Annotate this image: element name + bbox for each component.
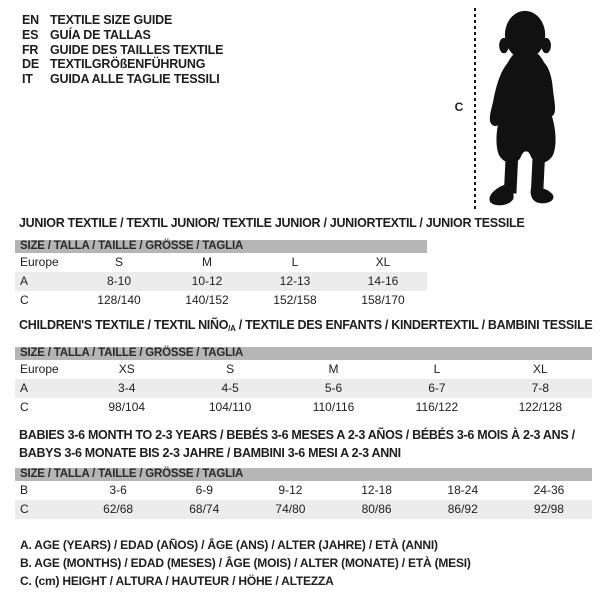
children-heading-post: / TEXTILE DES ENFANTS / KINDERTEXTIL / BAMBINI TESSILE xyxy=(235,318,593,332)
height-cell: 104/110 xyxy=(208,400,252,414)
age-cell: 18-24 xyxy=(447,483,479,497)
age-cell: 9-12 xyxy=(278,483,303,497)
language-row-es xyxy=(22,28,223,43)
age-cell: 6-7 xyxy=(428,381,446,395)
babies-heading-line1: BABIES 3-6 MONTH TO 2-3 YEARS / BEBÉS 3-6 MESES A 2-3 AÑOS / BÉBÉS 3-6 MOIS À 2-3 ANS / xyxy=(19,428,575,442)
height-cell: 110/116 xyxy=(312,400,355,414)
footnote-a: A. AGE (YEARS) / EDAD (AÑOS) / ÂGE (ANS) / ALTER (JAHRE) / ETÀ (ANNI) xyxy=(20,538,438,552)
table-row xyxy=(15,253,427,272)
age-cell: 6-9 xyxy=(195,483,213,497)
language-label: TEXTILE SIZE GUIDE xyxy=(50,13,173,27)
footnotes-block xyxy=(20,536,471,590)
children-section-heading xyxy=(19,316,592,338)
table-row xyxy=(15,398,592,417)
age-cell: 24-36 xyxy=(533,483,565,497)
language-label: GUÍA DE TALLAS xyxy=(50,27,151,42)
height-cell: 92/98 xyxy=(533,502,564,516)
row-label: A xyxy=(20,274,29,288)
age-cell: 4-5 xyxy=(221,381,239,395)
language-label: TEXTILGRÖßENFÜHRUNG xyxy=(50,57,206,72)
age-cell: 7-8 xyxy=(531,381,549,395)
junior-size-table xyxy=(15,240,427,310)
language-code: ES xyxy=(22,27,39,42)
height-measure-label: C xyxy=(454,100,464,114)
height-cell: 140/152 xyxy=(185,293,229,307)
size-cell: M xyxy=(328,362,339,376)
height-cell: 158/170 xyxy=(361,293,405,307)
table-row xyxy=(15,360,592,379)
table-row xyxy=(15,291,427,310)
footnote-c: C. (cm) HEIGHT / ALTURA / HAUTEUR / HÖHE / ALTEZZA xyxy=(20,574,334,588)
row-label: C xyxy=(20,502,29,516)
height-cell: 122/128 xyxy=(518,400,563,414)
row-label: A xyxy=(20,381,29,395)
row-label: Europe xyxy=(20,362,59,376)
size-cell: L xyxy=(433,362,441,376)
age-cell: 12-18 xyxy=(361,483,392,497)
babies-heading-line2: BABYS 3-6 MONATE BIS 2-3 JAHRE / BAMBINI 3-6 MESI A 2-3 ANNI xyxy=(19,446,401,460)
language-row-fr xyxy=(22,43,223,58)
table-row xyxy=(15,272,427,291)
height-dashed-line xyxy=(474,8,476,210)
age-cell: 12-13 xyxy=(279,274,311,288)
babies-size-table xyxy=(15,468,592,519)
children-size-bar: SIZE / TALLA / TAILLE / GRÖSSE / TAGLIA xyxy=(15,347,592,360)
height-cell: 62/68 xyxy=(103,502,134,516)
toddler-silhouette-icon xyxy=(478,8,574,212)
height-cell: 98/104 xyxy=(108,400,146,414)
table-row xyxy=(15,379,592,398)
junior-section-heading: JUNIOR TEXTILE / TEXTIL JUNIOR/ TEXTILE JUNIOR / JUNIORTEXTIL / JUNIOR TESSILE xyxy=(19,216,525,230)
row-label: C xyxy=(20,293,29,307)
height-cell: 152/158 xyxy=(273,293,317,307)
size-cell: XL xyxy=(375,255,391,269)
row-label: B xyxy=(20,483,29,497)
size-cell: XL xyxy=(532,362,548,376)
children-size-table xyxy=(15,347,592,417)
size-cell: M xyxy=(202,255,212,269)
height-cell: 68/74 xyxy=(189,502,220,516)
age-cell: 3-6 xyxy=(109,483,127,497)
language-code: IT xyxy=(22,72,33,87)
language-row-it xyxy=(22,72,223,87)
language-row-en xyxy=(22,13,223,28)
row-label: Europe xyxy=(20,255,59,269)
footnote-b: B. AGE (MONTHS) / EDAD (MESES) / ÂGE (MOIS) / ALTER (MONATE) / ETÀ (MESI) xyxy=(20,556,471,570)
table-row xyxy=(15,481,592,500)
height-cell: 128/140 xyxy=(97,293,141,307)
language-label: GUIDE DES TAILLES TEXTILE xyxy=(50,42,224,57)
size-cell: S xyxy=(226,362,235,376)
size-cell: S xyxy=(114,255,123,269)
language-code: EN xyxy=(22,13,39,27)
height-cell: 80/86 xyxy=(361,502,392,516)
age-cell: 3-4 xyxy=(118,381,136,395)
age-cell: 14-16 xyxy=(367,274,399,288)
row-label: C xyxy=(20,400,29,414)
height-cell: 74/80 xyxy=(275,502,306,516)
children-heading-subscript: /A xyxy=(228,324,236,333)
table-row xyxy=(15,500,592,519)
children-heading-pre: CHILDREN'S TEXTILE / TEXTIL NIÑO xyxy=(19,318,229,332)
age-cell: 8-10 xyxy=(106,274,132,288)
language-row-de xyxy=(22,57,223,72)
language-code: FR xyxy=(22,42,39,57)
junior-size-bar: SIZE / TALLA / TAILLE / GRÖSSE / TAGLIA xyxy=(15,240,427,253)
height-cell: 116/122 xyxy=(415,400,459,414)
age-cell: 10-12 xyxy=(191,274,223,288)
babies-size-bar: SIZE / TALLA / TAILLE / GRÖSSE / TAGLIA xyxy=(15,468,592,481)
language-code: DE xyxy=(22,57,39,72)
age-cell: 5-6 xyxy=(324,381,343,395)
language-label: GUIDA ALLE TAGLIE TESSILI xyxy=(50,72,220,87)
size-cell: XS xyxy=(118,362,135,376)
language-title-block xyxy=(22,13,223,87)
babies-section-heading xyxy=(19,426,575,462)
height-cell: 86/92 xyxy=(447,502,478,516)
size-cell: L xyxy=(291,255,299,269)
